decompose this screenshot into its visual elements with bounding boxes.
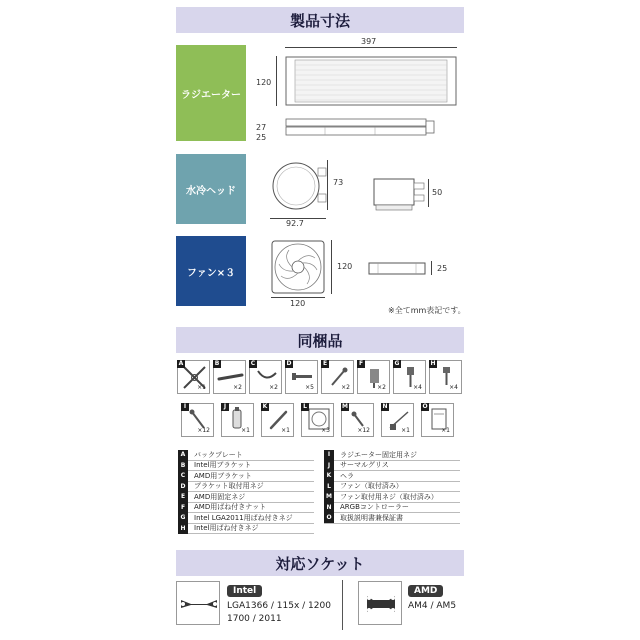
accessory-list-item <box>178 524 314 535</box>
fan-depth-value: 25 <box>437 264 448 273</box>
accessory-list-key: N <box>324 502 334 513</box>
waterblock-top-drawing <box>270 158 330 214</box>
accessories-title: 同梱品 <box>176 327 464 353</box>
accessory-g <box>393 360 426 394</box>
fan-side-drawing <box>368 261 430 277</box>
intel-bracket-icon <box>177 582 221 626</box>
waterblock-side-drawing <box>372 175 432 213</box>
waterblock-height-line <box>327 160 328 210</box>
accessory-list-text: ファン（取付済み） <box>340 482 403 491</box>
accessory-list-right <box>324 450 460 524</box>
accessory-list-item <box>324 461 460 472</box>
accessory-list-item <box>178 450 314 461</box>
waterblock-height-value: 73 <box>333 178 344 187</box>
accessory-list-item <box>178 471 314 482</box>
fan-height-value: 120 <box>337 262 353 271</box>
radiator-side-icon <box>285 117 435 137</box>
accessory-qty: ×1 <box>241 427 250 434</box>
accessory-qty: ×2 <box>341 384 350 391</box>
unit-note: ※全てmm表記です。 <box>388 306 466 315</box>
accessory-list-item <box>178 461 314 472</box>
accessory-list-key: M <box>324 492 334 503</box>
radiator-top-drawing <box>285 56 457 106</box>
fan-width-value: 120 <box>290 299 306 308</box>
accessory-key: N <box>382 403 388 410</box>
radiator-side-drawing <box>285 117 435 137</box>
accessory-qty: ×1 <box>281 427 290 434</box>
accessory-qty: ×2 <box>377 384 386 391</box>
accessory-list-key: F <box>178 502 188 513</box>
accessory-list-text: Intel用ばね付きネジ <box>194 524 259 533</box>
waterblock-width-value: 92.7 <box>286 219 304 228</box>
accessory-qty: ×4 <box>449 384 458 391</box>
accessory-list-text: Intel用ブラケット <box>194 461 252 470</box>
accessory-c <box>249 360 282 394</box>
accessory-qty: ×1 <box>441 427 450 434</box>
accessory-list-text: Intel LGA2011用ばね付きネジ <box>194 513 293 522</box>
accessory-list-text: ラジエーター固定用ネジ <box>340 450 417 459</box>
accessory-list-key: B <box>178 460 188 471</box>
accessory-o <box>421 403 454 437</box>
accessory-list-text: ブラケット取付用ネジ <box>194 482 264 491</box>
accessory-list-item <box>324 492 460 503</box>
fan-width-line <box>271 297 325 298</box>
accessory-list-item <box>324 482 460 493</box>
accessory-qty: ×4 <box>413 384 422 391</box>
radiator-top-icon <box>285 56 457 106</box>
accessory-qty: ×3 <box>321 427 330 434</box>
accessory-list-key: K <box>324 471 334 482</box>
radiator-width-line <box>285 47 457 48</box>
accessory-qty: ×12 <box>197 427 210 434</box>
accessory-qty: ×2 <box>233 384 242 391</box>
accessory-i <box>181 403 214 437</box>
accessory-list-text: 取扱説明書兼保証書 <box>340 513 403 522</box>
intel-sockets-line2: 1700 / 2011 <box>227 614 282 624</box>
accessory-h <box>429 360 462 394</box>
amd-bracket-icon <box>359 582 403 626</box>
accessory-list-item <box>324 450 460 461</box>
accessory-list-item <box>324 503 460 514</box>
accessory-list-item <box>178 492 314 503</box>
radiator-label: ラジエーター <box>176 45 246 141</box>
radiator-width-value: 397 <box>361 37 377 46</box>
accessory-b <box>213 360 246 394</box>
accessory-list-text: AMD用ブラケット <box>194 471 252 480</box>
accessory-list-key: G <box>178 513 188 524</box>
accessory-list-text: ファン取付用ネジ（取付済み） <box>340 492 438 501</box>
accessory-qty: ×12 <box>357 427 370 434</box>
waterblock-side-value: 50 <box>432 188 443 197</box>
accessory-key: L <box>301 403 309 411</box>
accessory-list-text: AMD用ばね付きナット <box>194 503 267 512</box>
radiator-height-value: 120 <box>256 78 272 87</box>
accessory-key: C <box>250 360 256 367</box>
accessory-n <box>381 403 414 437</box>
accessory-d <box>285 360 318 394</box>
accessory-list-key: D <box>178 481 188 492</box>
accessory-list-item <box>324 513 460 524</box>
accessory-list-key: C <box>178 471 188 482</box>
accessory-list-text: AMD用固定ネジ <box>194 492 246 501</box>
waterblock-top-icon <box>270 158 330 214</box>
accessory-key: H <box>430 360 436 367</box>
amd-bracket-image <box>358 581 402 625</box>
accessory-key: O <box>422 403 428 410</box>
fan-depth-line <box>431 261 432 275</box>
accessory-key: A <box>178 360 184 367</box>
radiator-height-line <box>276 56 277 106</box>
accessory-a <box>177 360 210 394</box>
intel-sockets-line1: LGA1366 / 115x / 1200 <box>227 601 331 611</box>
accessory-qty: ×2 <box>269 384 278 391</box>
accessory-qty: ×5 <box>305 384 314 391</box>
intel-tag: Intel <box>227 585 262 597</box>
accessory-list-key: H <box>178 523 188 534</box>
accessory-list-key: L <box>324 481 334 492</box>
accessory-list-key: A <box>178 450 188 461</box>
accessory-key: D <box>286 360 292 367</box>
fan-front-drawing <box>271 240 325 294</box>
accessory-list-text: サーマルグリス <box>340 461 389 470</box>
waterblock-side-line <box>428 179 429 207</box>
fan-side-icon <box>368 261 430 277</box>
accessory-list-text: ヘラ <box>340 471 354 480</box>
fan-label: ファン×３ <box>176 236 246 306</box>
accessory-list-key: E <box>178 492 188 503</box>
accessory-list-item <box>178 482 314 493</box>
fan-height-line <box>331 240 332 294</box>
radiator-thick2-value: 25 <box>256 133 267 142</box>
amd-tag: AMD <box>408 585 443 597</box>
intel-bracket-image <box>176 581 220 625</box>
socket-divider <box>342 580 343 630</box>
accessory-list-item <box>324 471 460 482</box>
accessory-key: J <box>221 403 229 411</box>
accessory-j <box>221 403 254 437</box>
waterblock-side-icon <box>372 175 432 213</box>
accessory-key: K <box>262 403 268 410</box>
radiator-thick1-value: 27 <box>256 123 267 132</box>
accessory-key: M <box>342 403 348 410</box>
accessory-list-item <box>178 513 314 524</box>
accessory-f <box>357 360 390 394</box>
waterblock-label: 水冷ヘッド <box>176 154 246 224</box>
accessory-list-text: ARGBコントローラー <box>340 503 409 512</box>
accessory-list-key: O <box>324 513 334 524</box>
sockets-title: 対応ソケット <box>176 550 464 576</box>
accessory-key: G <box>394 360 400 367</box>
amd-sockets-line1: AM4 / AM5 <box>408 601 457 611</box>
accessory-key: E <box>322 360 328 367</box>
accessory-list-left <box>178 450 314 534</box>
accessory-m <box>341 403 374 437</box>
accessory-list-key: J <box>324 460 334 471</box>
accessory-list-text: バックプレート <box>194 450 243 459</box>
accessory-key: I <box>181 403 189 411</box>
fan-front-icon <box>271 240 325 294</box>
accessory-list-item <box>178 503 314 514</box>
accessory-k <box>261 403 294 437</box>
accessory-qty: ×1 <box>197 384 206 391</box>
dimensions-title: 製品寸法 <box>176 7 464 33</box>
accessory-l <box>301 403 334 437</box>
accessory-list-key: I <box>324 450 334 461</box>
accessory-key: F <box>358 360 364 367</box>
accessory-qty: ×1 <box>401 427 410 434</box>
accessory-key: B <box>214 360 220 367</box>
accessory-e <box>321 360 354 394</box>
